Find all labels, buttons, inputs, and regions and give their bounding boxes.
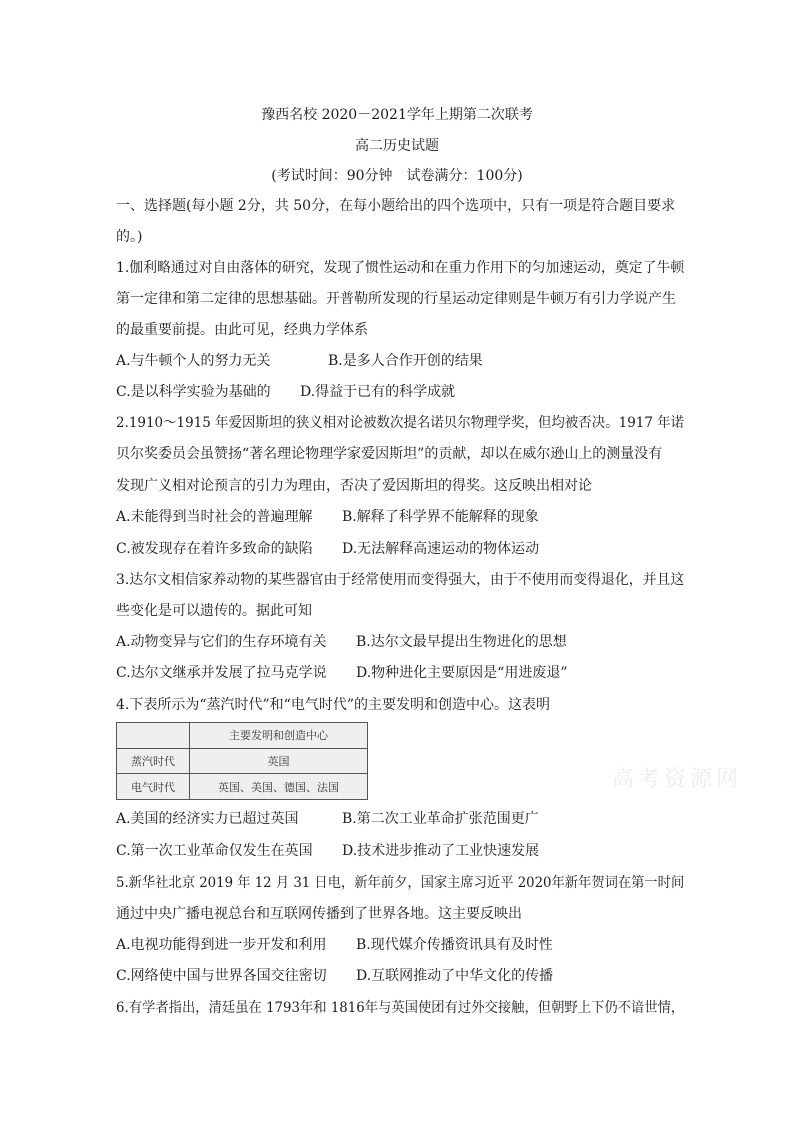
table-header-row [117, 723, 368, 749]
q3-stem-line-2: 些变化是可以遗传的。据此可知 [116, 603, 312, 619]
q2-option-a: A.未能得到当时社会的普遍理解 [116, 509, 313, 525]
table-row [117, 774, 368, 800]
q5-stem-line-2: 通过中央广播电视总台和互联网传播到了世界各地。这主要反映出 [116, 906, 522, 922]
table-cell: 电气时代 [117, 774, 190, 800]
q5-option-d: D.互联网推动了中华文化的传播 [356, 968, 554, 984]
q1-stem-line-3: 的最重要前提。由此可见，经典力学体系 [116, 322, 368, 338]
q4-option-c: C.第一次工业革命仅发生在英国 [116, 843, 313, 859]
q3-option-d: D.物种进化主要原因是“用进废退” [356, 665, 568, 681]
table-cell: 蒸汽时代 [117, 748, 190, 774]
q3-option-c: C.达尔文继承并发展了拉马克学说 [116, 665, 327, 681]
q2-option-c: C.被发现存在着许多致命的缺陷 [116, 541, 313, 557]
section-instruction-line-2: 的。) [116, 229, 143, 245]
watermark-logo: 高考资源网 [612, 767, 743, 792]
table-row [117, 748, 368, 774]
exam-subject: 高二历史试题 [355, 138, 439, 154]
table-cell [117, 723, 190, 749]
q5-option-c: C.网络使中国与世界各国交往密切 [116, 968, 327, 984]
q5-option-a: A.电视功能得到进一步开发和利用 [116, 937, 327, 953]
q4-option-b: B.第二次工业革命扩张范围更广 [342, 811, 539, 827]
inventions-table [116, 722, 368, 800]
q4-option-a: A.美国的经济实力已超过英国 [116, 811, 299, 827]
q6-stem-line-1: 6.有学者指出，清廷虽在 1793年和 1816年与英国使团有过外交接触，但朝野上下仍不谙世情， [116, 1000, 685, 1016]
section-instruction-line-1: 一、选择题(每小题 2分，共 50分，在每小题给出的四个选项中，只有一项是符合题目要求 [116, 198, 676, 214]
q3-stem-line-1: 3.达尔文相信家养动物的某些器官由于经常使用而变得强大，由于不使用而变得退化，并且这 [116, 572, 685, 588]
q2-stem-line-2: 贝尔奖委员会虽赞扬“著名理论物理学家爱因斯坦”的贡献，却以在威尔逊山上的测量没有 [116, 446, 663, 462]
q2-stem-line-3: 发现广义相对论预言的引力为理由，否决了爱因斯坦的得奖。这反映出相对论 [116, 478, 592, 494]
q4-option-d: D.技术进步推动了工业快速发展 [342, 843, 540, 859]
q1-option-d: D.得益于已有的科学成就 [300, 384, 456, 400]
q1-option-c: C.是以科学实验为基础的 [116, 384, 271, 400]
q5-stem-line-1: 5.新华社北京 2019 年 12 月 31 日电，新年前夕，国家主席习近平 2020年新年贺词在第一时间 [116, 875, 685, 891]
exam-info: (考试时间：90分钟 试卷满分：100分) [271, 168, 523, 184]
exam-title: 豫西名校 2020－2021学年上期第二次联考 [261, 107, 533, 123]
q2-option-b: B.解释了科学界不能解释的现象 [342, 509, 539, 525]
q3-option-b: B.达尔文最早提出生物进化的思想 [356, 634, 567, 650]
q2-stem-line-1: 2.1910～1915 年爱因斯坦的狭义相对论被数次提名诺贝尔物理学奖，但均被否决。1917 年诺 [116, 415, 685, 431]
q2-option-d: D.无法解释高速运动的物体运动 [342, 541, 540, 557]
q1-option-a: A.与牛顿个人的努力无关 [116, 353, 271, 369]
q3-option-a: A.动物变异与它们的生存环境有关 [116, 634, 327, 650]
q5-option-b: B.现代媒介传播资讯具有及时性 [356, 937, 553, 953]
q1-option-b: B.是多人合作开创的结果 [328, 353, 483, 369]
table-header-cell: 主要发明和创造中心 [190, 723, 368, 749]
q1-stem-line-1: 1.伽利略通过对自由落体的研究，发现了惯性运动和在重力作用下的匀加速运动，奠定了牛顿 [116, 260, 685, 276]
q1-stem-line-2: 第一定律和第二定律的思想基础。开普勒所发现的行星运动定律则是牛顿万有引力学说产生 [116, 291, 676, 307]
q4-stem-line-1: 4.下表所示为“蒸汽时代”和“电气时代”的主要发明和创造中心。这表明 [116, 697, 550, 713]
table-cell: 英国 [190, 748, 368, 774]
table-cell: 英国、美国、德国、法国 [190, 774, 368, 800]
